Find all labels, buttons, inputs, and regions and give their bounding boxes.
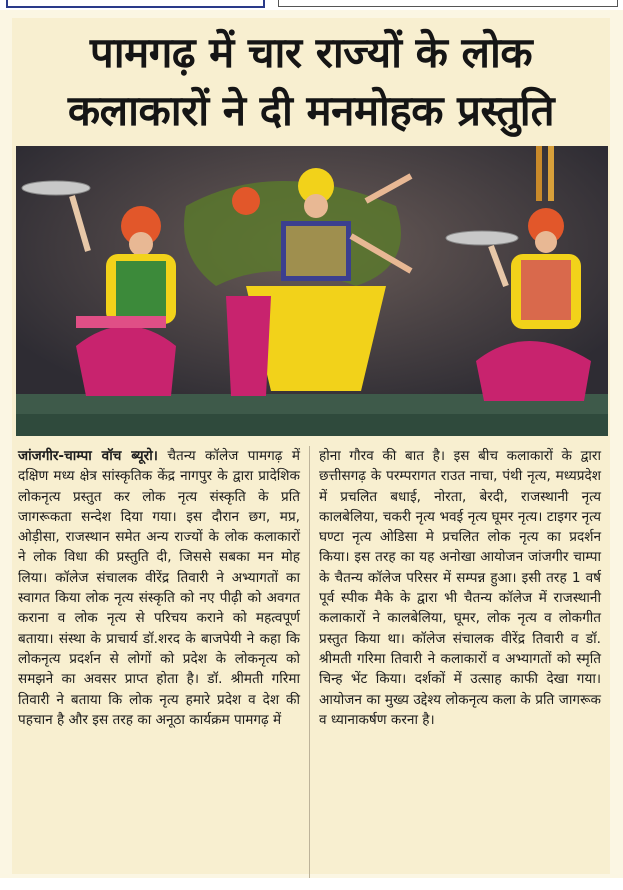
article-text-left: चैतन्य कॉलेज पामगढ़ में दक्षिण मध्य क्षेत्र सांस्कृतिक केंद्र नागपुर के द्वारा प्रादेशिक लोकनृत्य प्रस्तुत कर लोक नृत्य संस्कृति के प्रति जागरूकता सन्देश दिया गया। इस दौरान छग, मप्र, ओड़ीसा, राजस्थान समेत अन्य राज्यों के लोक कलाकारों ने लोक विधा की प्रस्तुति दी, जिससे सबका मन मोह लिया। कॉलेज संचालक वीरेंद्र तिवारी ने अभ्यागतों का स्वागत किया लोक नृत्य संस्कृति को नए पीढ़ी को अवगत कराना व लोक नृत्य से परिचय कराने को महत्वपूर्ण बताया। संस्था के प्राचार्य डॉ.शरद के बाजपेयी ने कहा कि लोकनृत्य प्रदर्शन से लोगों को प्रदेश के लोकनृत्य को समझने का अवसर प्राप्त होता है। डॉ. श्रीमती गरिमा तिवारी ने बताया कि लोक नृत्य हमारे प्रदेश व देश की पहचान है और इस तरह का अनूठा कार्यक्रम पामगढ़ में bbox=[18, 448, 301, 728]
previous-article-border-right bbox=[278, 0, 618, 7]
bottom-strip bbox=[0, 878, 623, 890]
article-paragraph-left bbox=[18, 446, 300, 730]
folk-dance-performance-photo-icon bbox=[16, 146, 608, 436]
dateline: जांजगीर-चाम्पा वॉच ब्यूरो। bbox=[18, 448, 158, 464]
headline bbox=[12, 24, 610, 152]
headline-line-1: पामगढ़ में चार राज्यों के लोक bbox=[89, 28, 533, 77]
article-column-right bbox=[319, 446, 601, 730]
column-divider bbox=[309, 446, 310, 884]
folk-dance-photo bbox=[16, 146, 608, 436]
headline-line-2: कलाकारों ने दी मनमोहक प्रस्तुति bbox=[67, 86, 555, 135]
article-text-right: होना गौरव की बात है। इस बीच कलाकारों के द्वारा छत्तीसगढ़ के परम्परागत राउत नाचा, पंथी नृत्य, मध्यप्रदेश में प्रचलित बधाई, नोरता, बेरदी, राजस्थानी नृत्य कालबेलिया, चकरी नृत्य भवई नृत्य घूमर नृत्य। टाइगर नृत्य घण्टा नृत्य ओडिसा मे प्रचलित लोक नृत्य का प्रदर्शन किया। इस तरह का यह अनोखा आयोजन जांजगीर चाम्पा के चैतन्य कॉलेज परिसर में सम्पन्न हुआ। इसी तरह 1 वर्ष पूर्व स्पीक मैके के द्वारा भी चैतन्य कॉलेज में राजस्थानी कलाकारों ने कालबेलिया, घूमर, लोक नृत्य व लोकगीत प्रस्तुत किया था। कॉलेज संचालक वीरेंद्र तिवारी व डॉ. श्रीमती गरिमा तिवारी ने कलाकारों व अभ्यागतों को स्मृति चिन्ह भेंट किया। दर्शकों में उत्साह काफी देखा गया। आयोजन का मुख्य उद्देश्य लोकनृत्य कला के प्रति जागरूक व ध्यानाकर्षण करना है। bbox=[319, 448, 601, 728]
article-column-left bbox=[18, 446, 300, 730]
previous-article-border bbox=[6, 0, 265, 8]
news-clipping bbox=[12, 18, 610, 874]
